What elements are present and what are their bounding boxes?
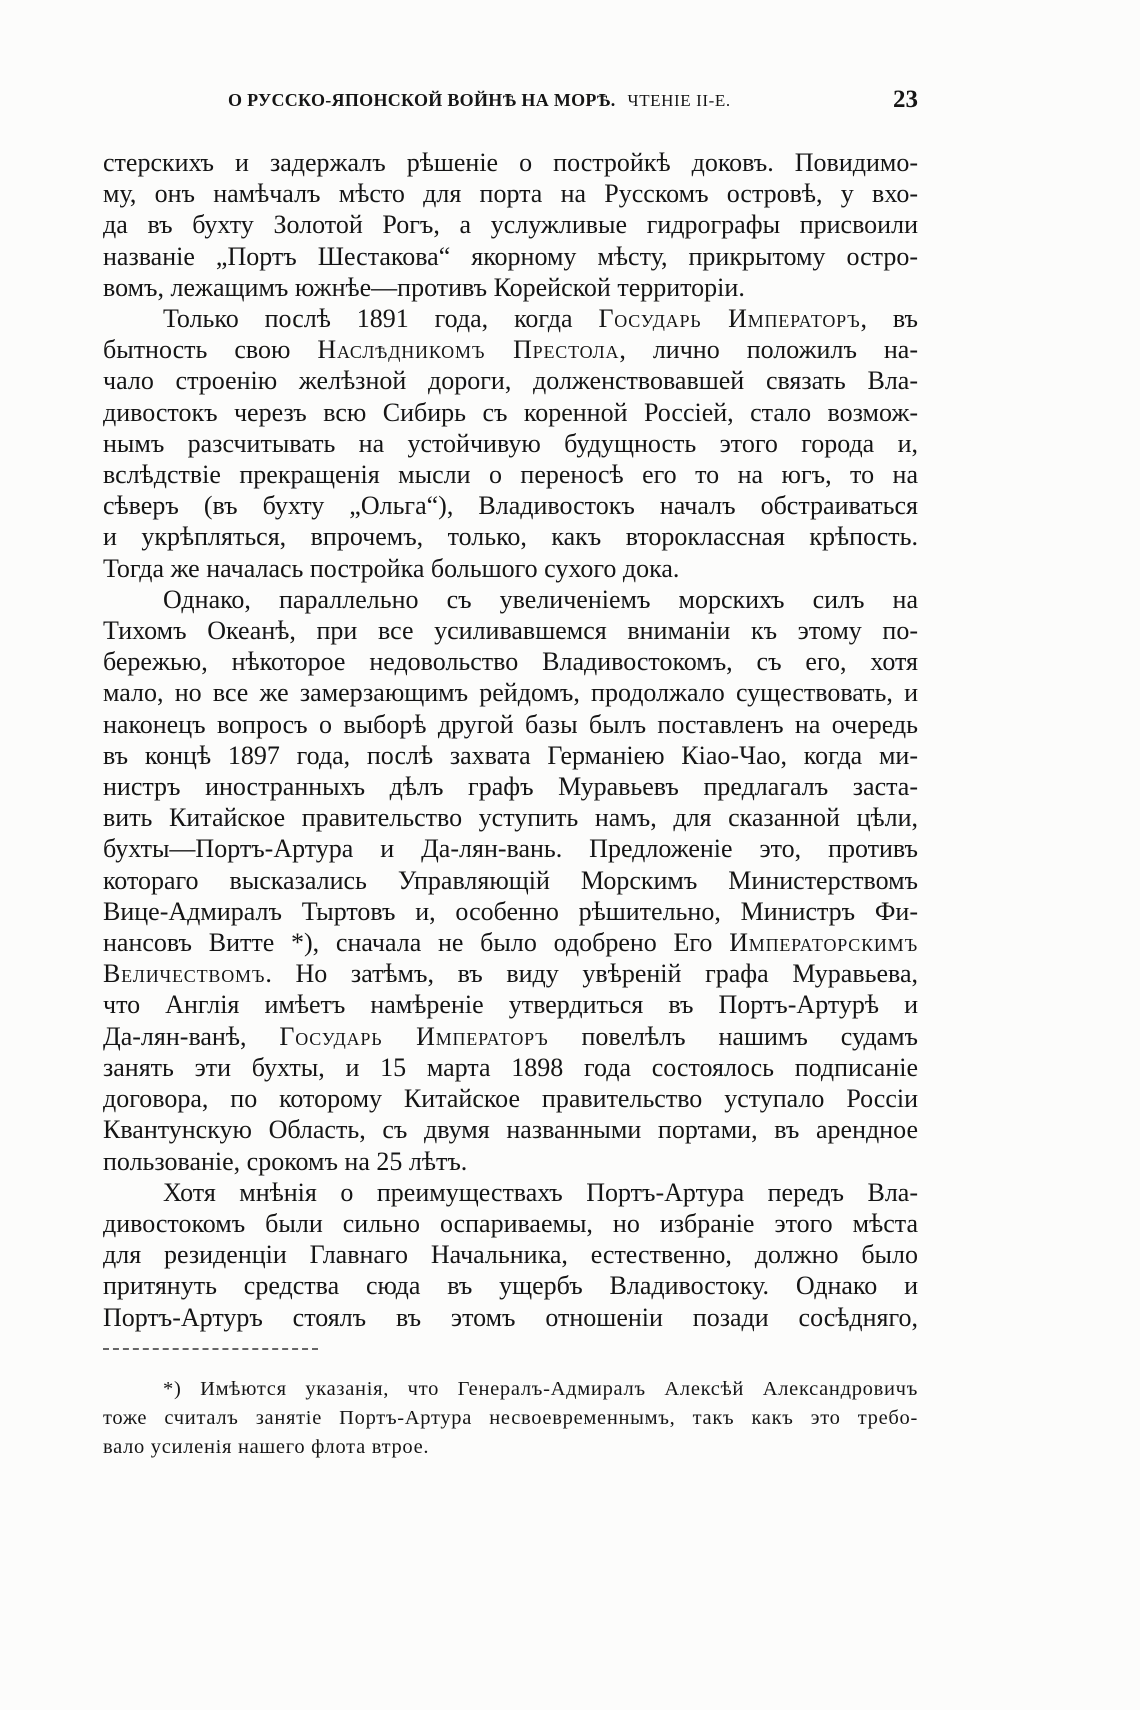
text-line: и укрѣпляться, впрочемъ, только, какъ второклассная крѣпость. — [103, 522, 918, 552]
small-caps-title: Величествомъ — [103, 959, 266, 989]
text-run: . Но затѣмъ, въ виду увѣреній графа Муравьева, — [265, 959, 918, 989]
text-line: да въ бухту Золотой Рогъ, а услужливые гидрографы присвоили — [103, 210, 918, 240]
text-line: сѣверъ (въ бухту „Ольга“), Владивостокъ началъ обстраиваться — [103, 491, 918, 521]
text-run: Да-лян-ванѣ, — [103, 1021, 280, 1051]
text-line: Тогда же началась постройка большого сухого дока. — [103, 553, 680, 583]
text-line: бережью, нѣкоторое недовольство Владивостокомъ, съ его, хотя — [103, 647, 918, 677]
text-line: нистръ иностранныхъ дѣлъ графъ Муравьевъ предлагалъ заста- — [103, 772, 918, 802]
text-line: Вице-Адмиралъ Тыртовъ и, особенно рѣшительно, Министръ Фи- — [103, 896, 918, 926]
paragraph — [103, 1177, 918, 1333]
text-line: пользованіе, срокомъ на 25 лѣтъ. — [103, 1146, 468, 1176]
text-line: бухты—Портъ-Артура и Да-лян-вань. Предложеніе это, противъ — [103, 834, 918, 864]
text-line: вить Китайское правительство уступить намъ, для сказанной цѣли, — [103, 803, 918, 833]
footnote — [103, 1375, 918, 1462]
text-run: Только послѣ 1891 года, когда — [163, 304, 599, 334]
running-head — [228, 88, 731, 112]
text-line — [103, 303, 918, 334]
paragraph — [103, 303, 918, 584]
text-line — [103, 927, 918, 958]
text-line: Портъ-Артуръ стоялъ въ этомъ отношеніи позади сосѣдняго, — [103, 1302, 918, 1332]
text-line: мало, но все же замерзающимъ рейдомъ, продолжало существовать, и — [103, 678, 918, 708]
text-line: занять эти бухты, и 15 марта 1898 года состоялось подписаніе — [103, 1052, 918, 1082]
body-text — [103, 147, 918, 1333]
footnote-rule — [103, 1348, 318, 1350]
paragraph — [103, 584, 918, 1177]
small-caps-title: Наслѣдникомъ Престола — [317, 335, 620, 365]
paragraph — [103, 147, 918, 303]
text-line: Хотя мнѣнія о преимуществахъ Портъ-Артура передъ Вла- — [163, 1177, 918, 1207]
text-line: Тихомъ Океанѣ, при все усиливавшемся вниманіи къ этому по- — [103, 616, 918, 646]
footnote-line: тоже считалъ занятіе Портъ-Артура несвоевременнымъ, такъ какъ это требо- — [103, 1407, 918, 1429]
text-line: вслѣдствіе прекращенія мысли о переносѣ его то на югъ, то на — [103, 460, 918, 490]
text-line: наконецъ вопросъ о выборѣ другой базы былъ поставленъ на очередь — [103, 709, 918, 739]
text-line: котораго высказались Управляющій Морскимъ Министерствомъ — [103, 865, 918, 895]
text-line: дивостокъ черезъ всю Сибирь съ коренной Россіей, стало возмож- — [103, 397, 918, 427]
text-line: договора, по которому Китайское правительство уступало Россіи — [103, 1084, 918, 1114]
text-line: вомъ, лежащимъ южнѣе—противъ Корейской территоріи. — [103, 272, 745, 302]
small-caps-title: Государь Императоръ — [598, 304, 861, 334]
text-run: повелѣлъ нашимъ судамъ — [548, 1021, 918, 1051]
text-line — [103, 334, 918, 365]
text-line: названіе „Портъ Шестакова“ якорному мѣсту, прикрытому остро- — [103, 241, 918, 271]
text-line: дивостокомъ были сильно оспариваемы, но избраніе этого мѣста — [103, 1208, 918, 1238]
text-run: , лично положилъ на- — [619, 335, 918, 365]
text-run: , въ — [860, 304, 918, 334]
text-line: что Англія имѣетъ намѣреніе утвердиться въ Портъ-Артурѣ и — [103, 990, 918, 1020]
text-line — [103, 958, 918, 989]
text-run: нансовъ Витте *), сначала не было одобрено Его — [103, 928, 730, 958]
text-line: Однако, параллельно съ увеличеніемъ морскихъ силъ на — [163, 584, 918, 614]
text-line: въ концѣ 1897 года, послѣ захвата Германіею Кіао-Чао, когда ми- — [103, 740, 918, 770]
text-line: стерскихъ и задержалъ рѣшеніе о постройкѣ доковъ. Повидимо- — [103, 148, 918, 177]
page-number: 23 — [893, 86, 918, 113]
text-line: му, онъ намѣчалъ мѣсто для порта на Русскомъ островѣ, у вхо- — [103, 179, 918, 209]
running-head-title: О РУССКО-ЯПОНСКОЙ ВОЙНѢ НА МОРѢ. — [228, 90, 616, 110]
footnote-line: *) Имѣются указанія, что Генералъ-Адмиралъ Алексѣй Александровичъ — [163, 1378, 918, 1400]
footnote-line: вало усиленія нашего флота втрое. — [103, 1436, 430, 1458]
text-line — [103, 1021, 918, 1052]
running-head-section: ЧТЕНІЕ II-Е. — [627, 91, 731, 110]
text-line: для резиденціи Главнаго Начальника, естественно, должно было — [103, 1240, 918, 1270]
text-line: притянуть средства сюда въ ущербъ Владивостоку. Однако и — [103, 1271, 918, 1301]
small-caps-title: Государь Императоръ — [279, 1021, 549, 1051]
text-line: чало строенію желѣзной дороги, долженствовавшей связать Вла- — [103, 366, 918, 396]
small-caps-title: Императорскимъ — [729, 928, 918, 958]
text-run: бытность свою — [103, 335, 318, 365]
text-line: нымъ разсчитывать на устойчивую будущность этого города и, — [103, 428, 918, 458]
text-line: Квантунскую Область, съ двумя названными портами, въ арендное — [103, 1115, 918, 1145]
